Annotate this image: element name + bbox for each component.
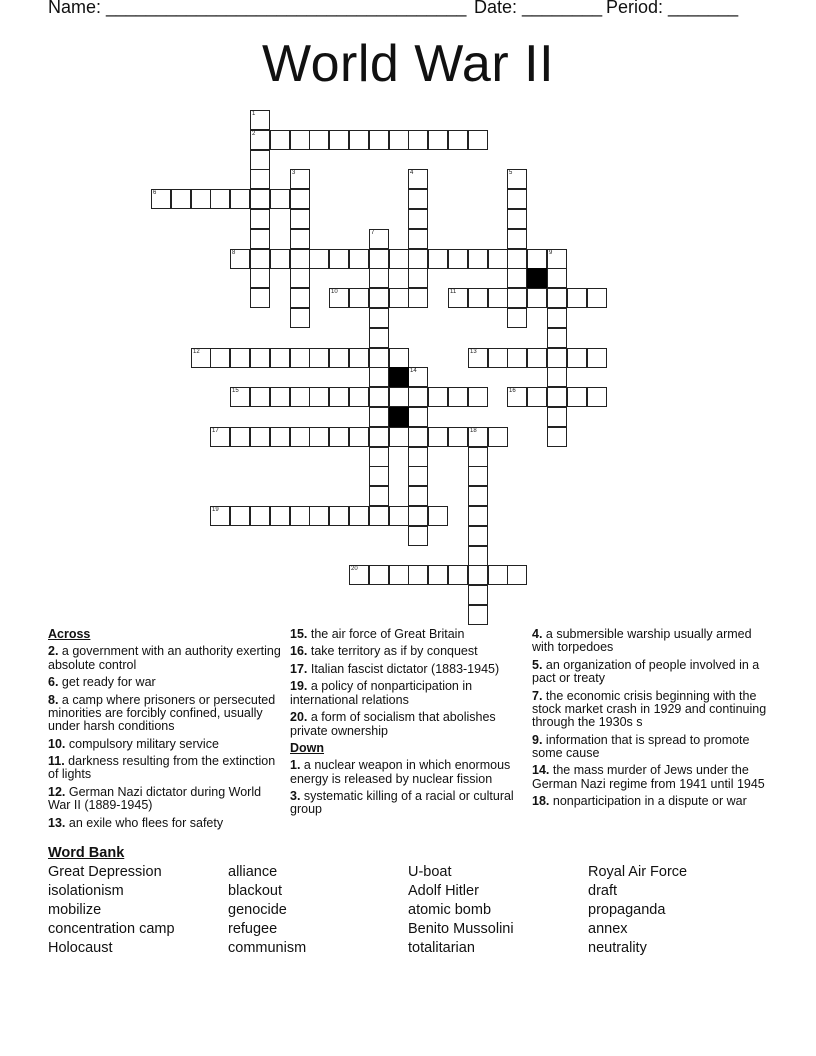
clue-text: a camp where prisoners or persecuted minorities are forcibly confined, usually under harsh conditions	[48, 692, 276, 734]
word-bank-item: draft	[588, 883, 618, 899]
clue-number: 14	[410, 368, 417, 374]
clue-number-label: 20.	[290, 710, 308, 725]
word-bank-item: Royal Air Force	[588, 864, 688, 880]
grid-cell[interactable]	[230, 387, 250, 407]
clue-text: the economic crisis beginning with the stock market crash in 1929 and continuing through the 1930s s	[532, 688, 767, 730]
grid-cell[interactable]	[428, 249, 448, 269]
word-bank-item: mobilize	[48, 902, 102, 918]
clue-number-label: 15.	[290, 627, 308, 641]
grid-cell[interactable]	[250, 189, 270, 209]
grid-cell[interactable]	[428, 387, 448, 407]
grid-cell[interactable]	[250, 288, 270, 308]
grid-cell[interactable]	[250, 506, 270, 526]
clue-number: 5	[509, 170, 513, 176]
period-field[interactable]: Period: _______	[606, 0, 739, 17]
grid-cell[interactable]	[448, 249, 468, 269]
grid-cell[interactable]	[250, 209, 270, 229]
word-bank-item: totalitarian	[408, 940, 475, 956]
grid-cell[interactable]	[389, 565, 409, 585]
grid-cell[interactable]	[270, 249, 290, 269]
grid-block	[389, 407, 409, 427]
grid-cell[interactable]	[547, 328, 567, 348]
grid-cell[interactable]	[349, 249, 369, 269]
grid-cell[interactable]	[408, 189, 428, 209]
clue-number: 20	[351, 566, 358, 572]
word-bank-item: refugee	[228, 921, 278, 937]
grid-cell[interactable]	[408, 209, 428, 229]
grid-cell[interactable]	[567, 387, 587, 407]
grid-cell[interactable]	[290, 308, 310, 328]
clue-text: a submersible warship usually armed with torpedoes	[532, 627, 752, 655]
grid-cell[interactable]	[389, 288, 409, 308]
grid-cell[interactable]	[448, 387, 468, 407]
grid-cell[interactable]	[408, 367, 428, 387]
clue-number-label: 11.	[48, 754, 65, 769]
grid-cell[interactable]	[369, 367, 389, 387]
clue-text: darkness resulting from the extinction of lights	[48, 754, 276, 782]
word-bank-item: concentration camp	[48, 921, 175, 937]
grid-cell[interactable]	[428, 130, 448, 150]
grid-cell[interactable]	[408, 130, 428, 150]
clue-number: 10	[331, 289, 338, 295]
word-bank-item: propaganda	[588, 902, 666, 918]
clue-item	[532, 795, 768, 808]
across-heading: Across	[48, 627, 91, 641]
grid-cell[interactable]	[448, 427, 468, 447]
word-bank-item: U-boat	[408, 864, 452, 880]
clue-number-label: 13.	[48, 815, 66, 830]
grid-cell[interactable]	[369, 427, 389, 447]
clue-text: the mass murder of Jews under the German Nazi regime from 1941 until 1945	[532, 763, 765, 791]
clues-column-3	[532, 628, 768, 813]
grid-cell[interactable]	[468, 546, 488, 566]
grid-block	[389, 367, 409, 387]
grid-cell[interactable]	[290, 189, 310, 209]
date-field[interactable]: Date: ________	[474, 0, 603, 17]
grid-cell[interactable]	[468, 506, 488, 526]
grid-cell[interactable]	[468, 605, 488, 625]
grid-cell[interactable]	[408, 526, 428, 546]
clue-text: a nuclear weapon in which enormous energy is released by nuclear fission	[290, 758, 511, 786]
clue-text: a form of socialism that abolishes private ownership	[290, 710, 496, 738]
grid-cell[interactable]	[270, 427, 290, 447]
clue-number-label: 17.	[290, 661, 308, 676]
grid-cell[interactable]	[408, 427, 428, 447]
grid-cell[interactable]	[547, 348, 567, 368]
clue-item	[48, 786, 284, 813]
grid-cell[interactable]	[250, 427, 270, 447]
clue-number-label: 10.	[48, 736, 66, 751]
grid-cell[interactable]	[547, 427, 567, 447]
grid-cell[interactable]	[587, 288, 607, 308]
grid-cell[interactable]	[230, 427, 250, 447]
word-bank-item: neutrality	[588, 940, 647, 956]
grid-cell[interactable]	[191, 348, 211, 368]
clues-column-2	[290, 628, 526, 821]
clue-number: 3	[292, 170, 296, 176]
clue-number-label: 16.	[290, 644, 308, 659]
grid-cell[interactable]	[547, 249, 567, 269]
grid-cell[interactable]	[369, 348, 389, 368]
grid-cell[interactable]	[270, 506, 290, 526]
clue-text: German Nazi dictator during World War II (1889-1945)	[48, 784, 262, 813]
grid-cell[interactable]	[349, 506, 369, 526]
grid-cell[interactable]	[171, 189, 191, 209]
clue-number: 6	[153, 190, 157, 196]
grid-cell[interactable]	[230, 348, 250, 368]
grid-cell[interactable]	[488, 288, 508, 308]
grid-cell[interactable]	[290, 268, 310, 288]
grid-cell[interactable]	[488, 348, 508, 368]
clue-number-label: 9.	[532, 732, 543, 747]
grid-cell[interactable]	[369, 268, 389, 288]
grid-cell[interactable]	[309, 506, 329, 526]
grid-cell[interactable]	[329, 348, 349, 368]
grid-cell[interactable]	[369, 328, 389, 348]
grid-cell[interactable]	[369, 447, 389, 467]
word-bank-item: isolationism	[48, 883, 124, 899]
grid-cell[interactable]	[567, 288, 587, 308]
grid-cell[interactable]	[547, 288, 567, 308]
clue-item	[290, 628, 526, 641]
clue-text: take territory as if by conquest	[307, 644, 478, 659]
grid-cell[interactable]	[468, 585, 488, 605]
grid-cell[interactable]	[369, 466, 389, 486]
name-field[interactable]: Name: ____________________________________	[48, 0, 467, 17]
grid-cell[interactable]	[428, 427, 448, 447]
grid-cell[interactable]	[349, 565, 369, 585]
grid-cell[interactable]	[349, 387, 369, 407]
grid-cell[interactable]	[488, 427, 508, 447]
grid-cell[interactable]	[507, 229, 527, 249]
grid-cell[interactable]	[408, 565, 428, 585]
grid-cell[interactable]	[507, 249, 527, 269]
clue-text: a government with an authority exerting absolute control	[48, 644, 281, 672]
grid-cell[interactable]	[290, 427, 310, 447]
grid-cell[interactable]	[488, 249, 508, 269]
grid-cell[interactable]	[547, 308, 567, 328]
clue-number: 12	[193, 349, 200, 355]
clue-item	[532, 734, 768, 761]
grid-cell[interactable]	[349, 130, 369, 150]
grid-cell[interactable]	[389, 348, 409, 368]
clue-number: 11	[450, 289, 457, 295]
grid-cell[interactable]	[369, 486, 389, 506]
grid-cell[interactable]	[250, 169, 270, 189]
grid-cell[interactable]	[270, 348, 290, 368]
clue-number-label: 14.	[532, 763, 550, 778]
grid-cell[interactable]	[587, 348, 607, 368]
grid-cell[interactable]	[270, 387, 290, 407]
grid-cell[interactable]	[329, 427, 349, 447]
grid-cell[interactable]	[389, 387, 409, 407]
grid-cell[interactable]	[369, 130, 389, 150]
grid-cell[interactable]	[527, 288, 547, 308]
grid-cell[interactable]	[468, 486, 488, 506]
grid-cell[interactable]	[408, 229, 428, 249]
clue-item	[290, 680, 526, 707]
grid-cell[interactable]	[547, 407, 567, 427]
grid-cell[interactable]	[191, 189, 211, 209]
grid-cell[interactable]	[210, 506, 230, 526]
grid-cell[interactable]	[309, 348, 329, 368]
grid-cell[interactable]	[210, 348, 230, 368]
word-bank-item: Great Depression	[48, 864, 162, 880]
clue-number: 19	[212, 507, 219, 513]
grid-cell[interactable]	[408, 169, 428, 189]
grid-cell[interactable]	[349, 288, 369, 308]
word-bank-item: genocide	[228, 902, 287, 918]
grid-cell[interactable]	[210, 427, 230, 447]
clue-text: compulsory military service	[65, 736, 219, 751]
grid-cell[interactable]	[290, 506, 310, 526]
clue-number: 15	[232, 388, 239, 394]
clue-number: 4	[410, 170, 414, 176]
clue-number-label: 19.	[290, 679, 308, 694]
grid-cell[interactable]	[369, 308, 389, 328]
clue-number-label: 8.	[48, 692, 59, 707]
clue-text: systematic killing of a racial or cultural group	[290, 789, 514, 817]
grid-cell[interactable]	[408, 407, 428, 427]
word-bank-column	[408, 863, 514, 958]
grid-cell[interactable]	[488, 565, 508, 585]
clue-number: 7	[371, 230, 375, 236]
grid-cell[interactable]	[250, 348, 270, 368]
grid-cell[interactable]	[507, 387, 527, 407]
grid-cell[interactable]	[507, 169, 527, 189]
grid-cell[interactable]	[408, 268, 428, 288]
clue-item	[290, 645, 526, 658]
grid-cell[interactable]	[547, 387, 567, 407]
clue-number-label: 6.	[48, 675, 59, 690]
grid-cell[interactable]	[468, 249, 488, 269]
grid-cell[interactable]	[507, 308, 527, 328]
word-bank-item: annex	[588, 921, 628, 937]
grid-cell[interactable]	[468, 466, 488, 486]
clue-number-label: 2.	[48, 644, 59, 659]
grid-cell[interactable]	[349, 348, 369, 368]
grid-cell[interactable]	[527, 387, 547, 407]
grid-cell[interactable]	[408, 506, 428, 526]
grid-cell[interactable]	[389, 130, 409, 150]
grid-cell[interactable]	[527, 249, 547, 269]
grid-cell[interactable]	[468, 288, 488, 308]
grid-cell[interactable]	[290, 348, 310, 368]
clue-item	[48, 694, 284, 734]
clue-number-label: 4.	[532, 627, 543, 641]
grid-cell[interactable]	[230, 506, 250, 526]
clue-item	[48, 755, 284, 782]
clue-text: nonparticipation in a dispute or war	[549, 794, 747, 809]
grid-cell[interactable]	[210, 189, 230, 209]
grid-cell[interactable]	[230, 249, 250, 269]
grid-cell[interactable]	[369, 249, 389, 269]
grid-cell[interactable]	[250, 110, 270, 130]
grid-cell[interactable]	[270, 189, 290, 209]
grid-cell[interactable]	[389, 249, 409, 269]
clue-text: a policy of nonparticipation in international relations	[290, 679, 473, 707]
clue-number: 17	[212, 428, 219, 434]
grid-cell[interactable]	[369, 229, 389, 249]
page-title: World War II	[261, 35, 555, 93]
clue-number-label: 3.	[290, 789, 301, 804]
grid-cell[interactable]	[468, 130, 488, 150]
grid-cell[interactable]	[250, 387, 270, 407]
grid-cell[interactable]	[369, 506, 389, 526]
word-bank-item: Benito Mussolini	[408, 921, 514, 937]
grid-cell[interactable]	[329, 506, 349, 526]
clue-item	[48, 817, 284, 830]
grid-cell[interactable]	[507, 189, 527, 209]
grid-cell[interactable]	[309, 387, 329, 407]
grid-cell[interactable]	[290, 229, 310, 249]
grid-cell[interactable]	[389, 427, 409, 447]
grid-cell[interactable]	[507, 268, 527, 288]
word-bank-column	[228, 863, 306, 958]
grid-cell[interactable]	[448, 565, 468, 585]
grid-cell[interactable]	[547, 268, 567, 288]
clue-number: 13	[470, 349, 477, 355]
grid-cell[interactable]	[270, 130, 290, 150]
clue-number: 16	[509, 388, 516, 394]
grid-cell[interactable]	[408, 387, 428, 407]
clue-number: 8	[232, 250, 236, 256]
grid-cell[interactable]	[369, 288, 389, 308]
grid-cell[interactable]	[428, 565, 448, 585]
grid-cell[interactable]	[349, 427, 369, 447]
clue-text: the air force of Great Britain	[307, 627, 465, 641]
grid-cell[interactable]	[468, 387, 488, 407]
grid-cell[interactable]	[250, 268, 270, 288]
grid-cell[interactable]	[507, 209, 527, 229]
grid-cell[interactable]	[448, 130, 468, 150]
clue-item	[532, 764, 768, 791]
grid-cell[interactable]	[468, 565, 488, 585]
grid-cell[interactable]	[507, 288, 527, 308]
grid-cell[interactable]	[151, 189, 171, 209]
grid-cell[interactable]	[369, 387, 389, 407]
grid-cell[interactable]	[507, 348, 527, 368]
clue-item	[290, 663, 526, 676]
clue-number: 18	[470, 428, 477, 434]
grid-cell[interactable]	[230, 189, 250, 209]
grid-cell[interactable]	[290, 169, 310, 189]
word-bank-item: blackout	[228, 883, 283, 899]
clue-text: information that is spread to promote some cause	[532, 732, 750, 760]
grid-cell[interactable]	[369, 565, 389, 585]
grid-cell[interactable]	[329, 249, 349, 269]
grid-cell[interactable]	[468, 348, 488, 368]
clue-item	[290, 711, 526, 738]
clue-text: an organization of people involved in a pact or treaty	[532, 657, 760, 686]
grid-cell[interactable]	[408, 447, 428, 467]
clue-number-label: 1.	[290, 758, 301, 773]
grid-cell[interactable]	[309, 427, 329, 447]
grid-cell[interactable]	[329, 387, 349, 407]
clue-number-label: 7.	[532, 688, 543, 703]
clue-text: get ready for war	[58, 675, 156, 690]
grid-cell[interactable]	[290, 249, 310, 269]
grid-cell[interactable]	[507, 565, 527, 585]
word-bank-column	[588, 863, 687, 958]
grid-cell[interactable]	[527, 348, 547, 368]
grid-cell[interactable]	[468, 447, 488, 467]
grid-cell[interactable]	[250, 229, 270, 249]
grid-cell[interactable]	[408, 249, 428, 269]
grid-cell[interactable]	[290, 130, 310, 150]
grid-cell[interactable]	[547, 367, 567, 387]
grid-cell[interactable]	[309, 130, 329, 150]
word-bank-heading: Word Bank	[48, 845, 125, 861]
clue-item	[532, 628, 768, 655]
word-bank-item: atomic bomb	[408, 902, 492, 918]
grid-cell[interactable]	[309, 249, 329, 269]
clue-item	[290, 759, 526, 786]
clue-number: 1	[252, 111, 256, 117]
grid-cell[interactable]	[428, 506, 448, 526]
grid-cell[interactable]	[567, 348, 587, 368]
grid-cell[interactable]	[587, 387, 607, 407]
clue-number: 9	[549, 250, 553, 256]
grid-cell[interactable]	[408, 486, 428, 506]
down-heading: Down	[290, 741, 325, 756]
word-bank-item: Adolf Hitler	[408, 883, 479, 899]
grid-cell[interactable]	[290, 209, 310, 229]
clue-text: Italian fascist dictator (1883-1945)	[307, 661, 500, 676]
grid-cell[interactable]	[408, 288, 428, 308]
word-bank-item: Holocaust	[48, 940, 113, 956]
clue-number: 2	[252, 131, 256, 137]
clue-number-label: 18.	[532, 794, 550, 809]
grid-cell[interactable]	[369, 407, 389, 427]
grid-cell[interactable]	[290, 387, 310, 407]
grid-cell[interactable]	[250, 249, 270, 269]
clue-item	[290, 790, 526, 817]
clue-number-label: 5.	[532, 657, 543, 672]
grid-cell[interactable]	[250, 130, 270, 150]
grid-cell[interactable]	[468, 427, 488, 447]
word-bank-item: communism	[228, 940, 307, 956]
clue-text: an exile who flees for safety	[65, 815, 224, 830]
grid-cell[interactable]	[290, 288, 310, 308]
grid-cell[interactable]	[448, 288, 468, 308]
grid-block	[527, 268, 547, 288]
grid-cell[interactable]	[468, 526, 488, 546]
grid-cell[interactable]	[408, 466, 428, 486]
grid-cell[interactable]	[329, 130, 349, 150]
grid-cell[interactable]	[329, 288, 349, 308]
clues-column-1	[48, 628, 284, 834]
clue-item	[532, 659, 768, 686]
word-bank-column	[48, 863, 175, 958]
grid-cell[interactable]	[250, 150, 270, 170]
grid-cell[interactable]	[389, 506, 409, 526]
clue-item	[48, 738, 284, 751]
clue-item	[48, 676, 284, 689]
word-bank-item: alliance	[228, 864, 278, 880]
clue-number-label: 12.	[48, 784, 66, 799]
clue-item	[48, 645, 284, 672]
clue-item	[532, 690, 768, 730]
